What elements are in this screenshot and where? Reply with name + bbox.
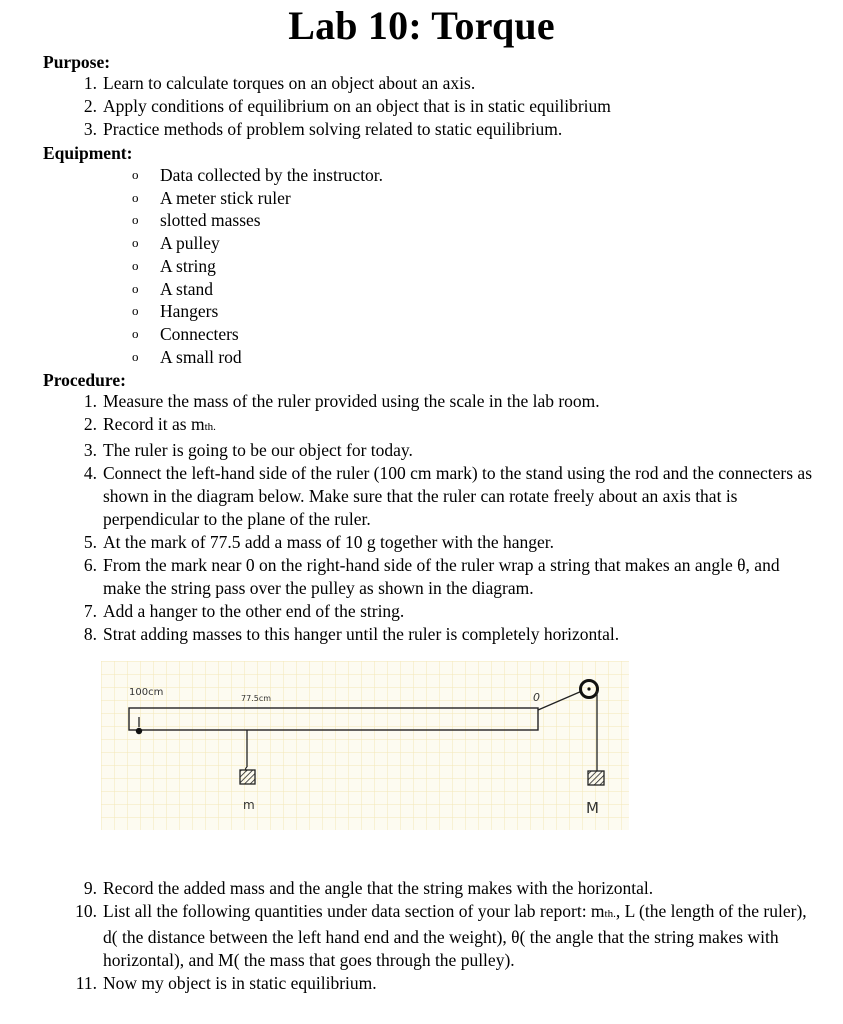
list-item: o A pulley: [132, 233, 220, 254]
list-item: 1. Measure the mass of the ruler provided using the scale in the lab room.: [83, 391, 600, 411]
list-item: o Connecters: [132, 323, 239, 344]
procedure-list-continued: [75, 877, 820, 995]
purpose-heading: Purpose:: [43, 52, 111, 72]
list-item: 7. Add a hanger to the other end of the string.: [83, 601, 405, 621]
list-item: 2. Record it as mth.: [83, 414, 216, 434]
label-100cm: 100cm: [129, 687, 164, 698]
list-item: 3. Practice methods of problem solving related to static equilibrium.: [83, 119, 563, 139]
label-77-5cm: 77.5cm: [241, 694, 272, 703]
list-item: o A small rod: [132, 346, 242, 367]
list-item: 9. Record the added mass and the angle that the string makes with the horizontal.: [83, 878, 654, 898]
label-m: m: [243, 798, 255, 812]
mass-M-block: [588, 771, 604, 785]
equilibrium-diagram: [101, 661, 629, 830]
list-item: 1. Learn to calculate torques on an object about an axis.: [83, 73, 476, 93]
list-item: 6. From the mark near 0 on the right-hand side of the ruler wrap a string that makes an angle θ, and make the string pass over the pulley as shown in the diagram.: [83, 555, 780, 598]
list-item: o A stand: [132, 278, 213, 299]
list-item: 8. Strat adding masses to this hanger until the ruler is completely horizontal.: [83, 624, 620, 644]
list-item: 3. The ruler is going to be our object for today.: [83, 440, 413, 460]
list-item: o Data collected by the instructor.: [132, 165, 384, 185]
list-item: o A meter stick ruler: [132, 187, 291, 208]
list-item: o slotted masses: [132, 210, 261, 231]
label-M: M: [586, 799, 599, 817]
list-item: 5. At the mark of 77.5 add a mass of 10 g together with the hanger.: [83, 532, 555, 552]
label-zero: 0: [533, 691, 540, 704]
mass-m-block: [240, 770, 255, 784]
list-item: 4. Connect the left-hand side of the ruler (100 cm mark) to the stand using the rod and the connecters as shown in the diagram below. Make sure that the ruler can rotate freely about an axis that is perpendicular to the plane of the ruler.: [83, 463, 813, 529]
procedure-list: [75, 390, 820, 646]
list-item: 10. List all the following quantities under data section of your lab report: mth., L (the length of the ruler), d( the distance between the left hand end and the weight), θ( the angle that the string makes with horizontal), and M( the mass that goes through the pulley).: [75, 901, 807, 970]
list-item: o Hangers: [132, 301, 219, 322]
procedure-heading: Procedure:: [43, 370, 126, 390]
pivot-icon: [136, 728, 142, 734]
purpose-list: [75, 72, 815, 141]
page-title: Lab 10: Torque: [288, 3, 555, 48]
list-item: 11. Now my object is in static equilibrium.: [75, 973, 377, 993]
equipment-heading: Equipment:: [43, 143, 133, 163]
equipment-list: [129, 164, 529, 368]
list-item: o A string: [132, 255, 216, 276]
list-item: 2. Apply conditions of equilibrium on an object that is in static equilibrium: [83, 96, 611, 116]
